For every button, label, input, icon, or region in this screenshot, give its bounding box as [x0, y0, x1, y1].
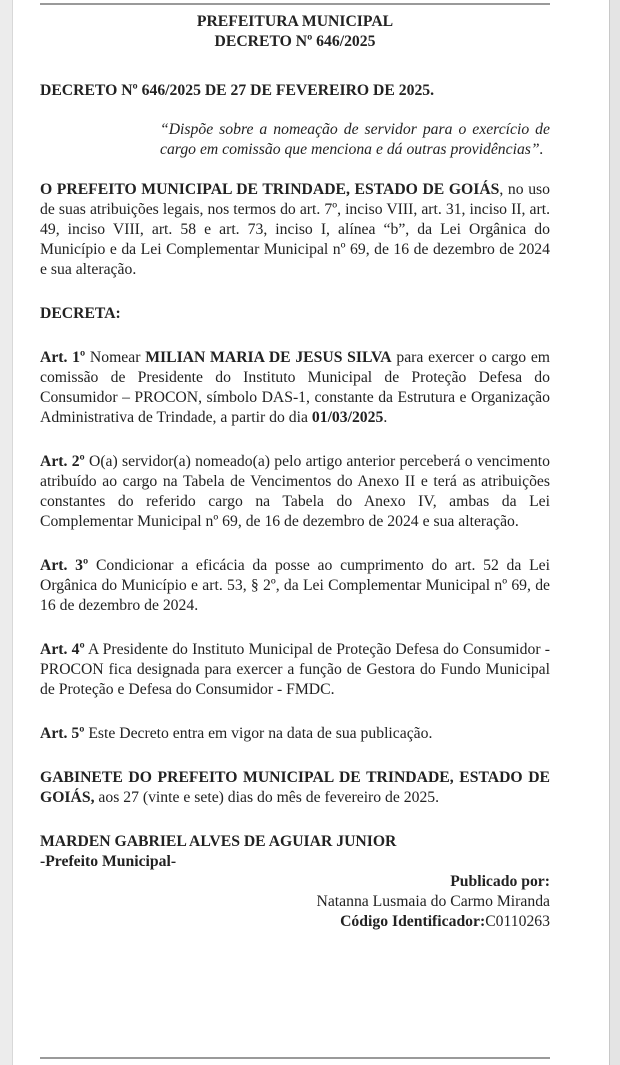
article-1-label: Art. 1º	[40, 349, 86, 366]
closing-text: aos 27 (vinte e sete) dias do mês de fevereiro de 2025.	[94, 789, 440, 806]
appointment-date: 01/03/2025	[311, 409, 384, 426]
article-2-label: Art. 2º	[40, 453, 85, 470]
signatory-role: -Prefeito Municipal-	[40, 853, 177, 870]
publisher-name: Natanna Lusmaia do Carmo Miranda	[316, 893, 550, 910]
article-5	[40, 724, 550, 744]
article-4-text: A Presidente do Instituto Municipal de Proteção Defesa do Consumidor - PROCON fica designada para exercer a função de Gestora do Fundo Municipal de Proteção e Defesa do Consumidor - FMDC.	[40, 641, 550, 698]
appointee-name: MILIAN MARIA DE JESUS SILVA	[145, 349, 392, 366]
closing-office: GABINETE DO PREFEITO MUNICIPAL DE TRINDADE, ESTADO DE GOIÁS,	[40, 769, 550, 806]
header-municipality: PREFEITURA MUNICIPAL	[196, 13, 394, 30]
decree-preamble	[40, 180, 550, 280]
article-3-text: Condicionar a eficácia da posse ao cumprimento do art. 52 da Lei Orgânica do Município e art. 53, § 2º, da Lei Complementar Municipal nº 69, de 16 de dezembro de 2024.	[40, 557, 550, 614]
decree-title: DECRETO Nº 646/2025 DE 27 DE FEVEREIRO DE 2025.	[40, 82, 435, 99]
signatory-name: MARDEN GABRIEL ALVES DE AGUIAR JUNIOR	[40, 833, 397, 850]
article-5-label: Art. 5º	[40, 725, 85, 742]
closing-paragraph	[40, 768, 550, 808]
signature-block	[40, 832, 550, 872]
identifier-code: C0110263	[485, 913, 550, 930]
preamble-text: , no uso de suas atribuições legais, nos termos do art. 7º, inciso VIII, art. 31, inciso II, art. 49, inciso VIII, art. 58 e art. 73, inciso I, alínea “b”, da Lei Orgânica do Município e da Lei Complementar Municipal nº 69, de 16 de dezembro de 2024 e sua alteração.	[40, 181, 550, 278]
article-2	[40, 452, 550, 532]
identifier-line	[40, 912, 550, 932]
document-header	[40, 12, 550, 52]
article-2-text: O(a) servidor(a) nomeado(a) pelo artigo anterior perceberá o vencimento atribuído ao cargo na Tabela de Vencimentos do Anexo II e terá as atribuições constantes do referido cargo na Tabela do Anexo IV, ambas da Lei Complementar Municipal nº 69, de 16 de dezembro de 2024 e sua alteração.	[40, 453, 550, 530]
bottom-divider	[40, 1057, 550, 1059]
decreta-heading: DECRETA:	[40, 305, 121, 322]
article-1-text-c: .	[383, 409, 388, 426]
article-4-label: Art. 4º	[40, 641, 85, 658]
article-4	[40, 640, 550, 700]
identifier-label: Código Identificador:	[340, 913, 486, 930]
decree-ementa: “Dispõe sobre a nomeação de servidor para o exercício de cargo em comissão que menciona e dá outras providências”.	[160, 121, 550, 158]
article-3-label: Art. 3º	[40, 557, 89, 574]
page-edge-right	[609, 0, 620, 1065]
page-edge-left	[0, 0, 13, 1065]
publication-label: Publicado por:	[450, 873, 550, 890]
article-1-text-a: Nomear	[85, 349, 146, 366]
header-decree-number: DECRETO Nº 646/2025	[214, 33, 376, 50]
article-3	[40, 556, 550, 616]
publication-block	[40, 872, 550, 932]
decree-document	[40, 0, 550, 932]
preamble-authority: O PREFEITO MUNICIPAL DE TRINDADE, ESTADO DE GOIÁS	[40, 181, 500, 198]
article-1	[40, 348, 550, 428]
article-5-text: Este Decreto entra em vigor na data de sua publicação.	[84, 725, 433, 742]
article-1-text-b: para exercer o cargo em comissão de Presidente do Instituto Municipal de Proteção Defesa do Consumidor – PROCON, símbolo DAS-1, constante da Estrutura e Organização Administrativa de Trindade, a partir do dia	[40, 349, 550, 426]
